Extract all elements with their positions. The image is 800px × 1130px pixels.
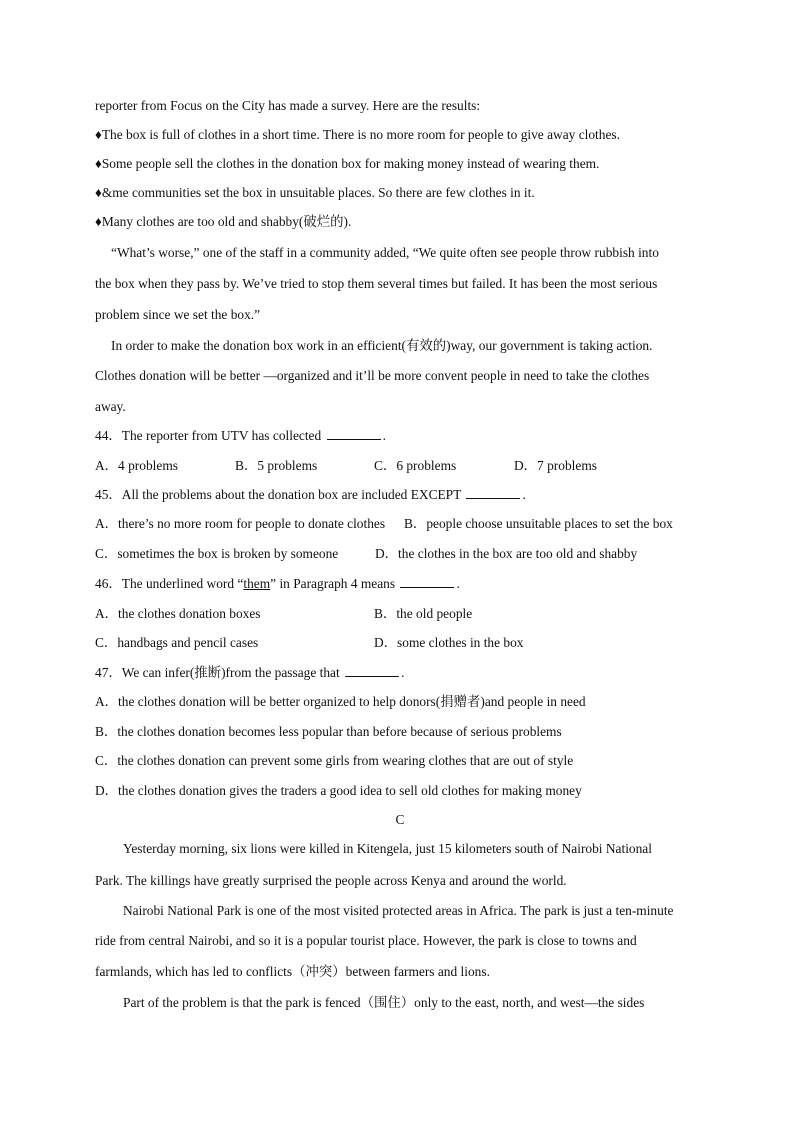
question-46-stem — [95, 575, 460, 593]
question-47-stem — [95, 664, 404, 682]
answer-blank — [400, 575, 454, 588]
passage-line: farmlands, which has led to conflicts（冲突）between farmers and lions. — [95, 964, 490, 979]
passage-line: Nairobi National Park is one of the most visited protected areas in Africa. The park is just a ten-minute — [123, 903, 674, 918]
option-c: C．6 problems — [374, 458, 457, 473]
question-text: 46．The underlined word “ — [95, 576, 244, 591]
option-c: C．sometimes the box is broken by someone — [95, 546, 339, 561]
option-c: C．the clothes donation can prevent some girls from wearing clothes that are out of style — [95, 753, 574, 768]
passage-line: Yesterday morning, six lions were killed in Kitengela, just 15 kilometers south of Nairobi National — [123, 841, 652, 856]
question-text: ” in Paragraph 4 means — [270, 576, 396, 591]
passage-line: away. — [95, 399, 126, 414]
option-b: B．people choose unsuitable places to set the box — [404, 516, 673, 531]
passage-line: ride from central Nairobi, and so it is a popular tourist place. However, the park is close to towns and — [95, 933, 637, 948]
option-b: B．5 problems — [235, 458, 318, 473]
survey-result-bullet: ♦Many clothes are too old and shabby(破烂的). — [95, 214, 352, 229]
question-end: . — [456, 576, 460, 591]
passage-line: Park. The killings have greatly surprised the people across Kenya and around the world. — [95, 873, 567, 888]
option-a: A．the clothes donation boxes — [95, 606, 261, 621]
option-d: D．7 problems — [514, 458, 597, 473]
option-d: D．the clothes donation gives the traders a good idea to sell old clothes for making money — [95, 783, 582, 798]
underlined-word: them — [243, 576, 271, 591]
option-c: C．handbags and pencil cases — [95, 635, 259, 650]
passage-line: the box when they pass by. We’ve tried to stop them several times but failed. It has been the most serious — [95, 276, 658, 291]
survey-result-bullet: ♦&me communities set the box in unsuitable places. So there are few clothes in it. — [95, 185, 535, 200]
question-end: . — [382, 428, 386, 443]
survey-result-bullet: ♦Some people sell the clothes in the donation box for making money instead of wearing them. — [95, 156, 600, 171]
option-a: A．the clothes donation will be better organized to help donors(捐赠者)and people in need — [95, 694, 586, 709]
question-end: . — [401, 665, 405, 680]
answer-blank — [466, 486, 520, 499]
passage-line: In order to make the donation box work in an efficient(有效的)way, our government is taking action. — [111, 338, 653, 353]
option-b: B．the clothes donation becomes less popular than before because of serious problems — [95, 724, 562, 739]
question-44-stem — [95, 427, 386, 445]
question-text: 45．All the problems about the donation box are included EXCEPT — [95, 487, 462, 502]
question-text: 44．The reporter from UTV has collected — [95, 428, 322, 443]
question-text: 47．We can infer(推断)from the passage that — [95, 665, 340, 680]
question-45-stem — [95, 486, 526, 504]
question-end: . — [522, 487, 526, 502]
passage-line: reporter from Focus on the City has made a survey. Here are the results: — [95, 98, 481, 113]
survey-result-bullet: ♦The box is full of clothes in a short time. There is no more room for people to give away clothes. — [95, 127, 620, 142]
answer-blank — [327, 427, 381, 440]
option-a: A．there’s no more room for people to donate clothes — [95, 516, 386, 531]
option-d: D．some clothes in the box — [374, 635, 524, 650]
passage-line: problem since we set the box.” — [95, 307, 261, 322]
option-d: D．the clothes in the box are too old and shabby — [375, 546, 638, 561]
section-heading: C — [395, 812, 405, 827]
passage-line: Clothes donation will be better —organized and it’ll be more convent people in need to take the clothes — [95, 368, 650, 383]
option-b: B．the old people — [374, 606, 473, 621]
answer-blank — [345, 664, 399, 677]
passage-line: Part of the problem is that the park is fenced（围住）only to the east, north, and west—the sides — [123, 995, 645, 1010]
passage-line: “What’s worse,” one of the staff in a community added, “We quite often see people throw rubbish into — [111, 245, 659, 260]
option-a: A．4 problems — [95, 458, 178, 473]
